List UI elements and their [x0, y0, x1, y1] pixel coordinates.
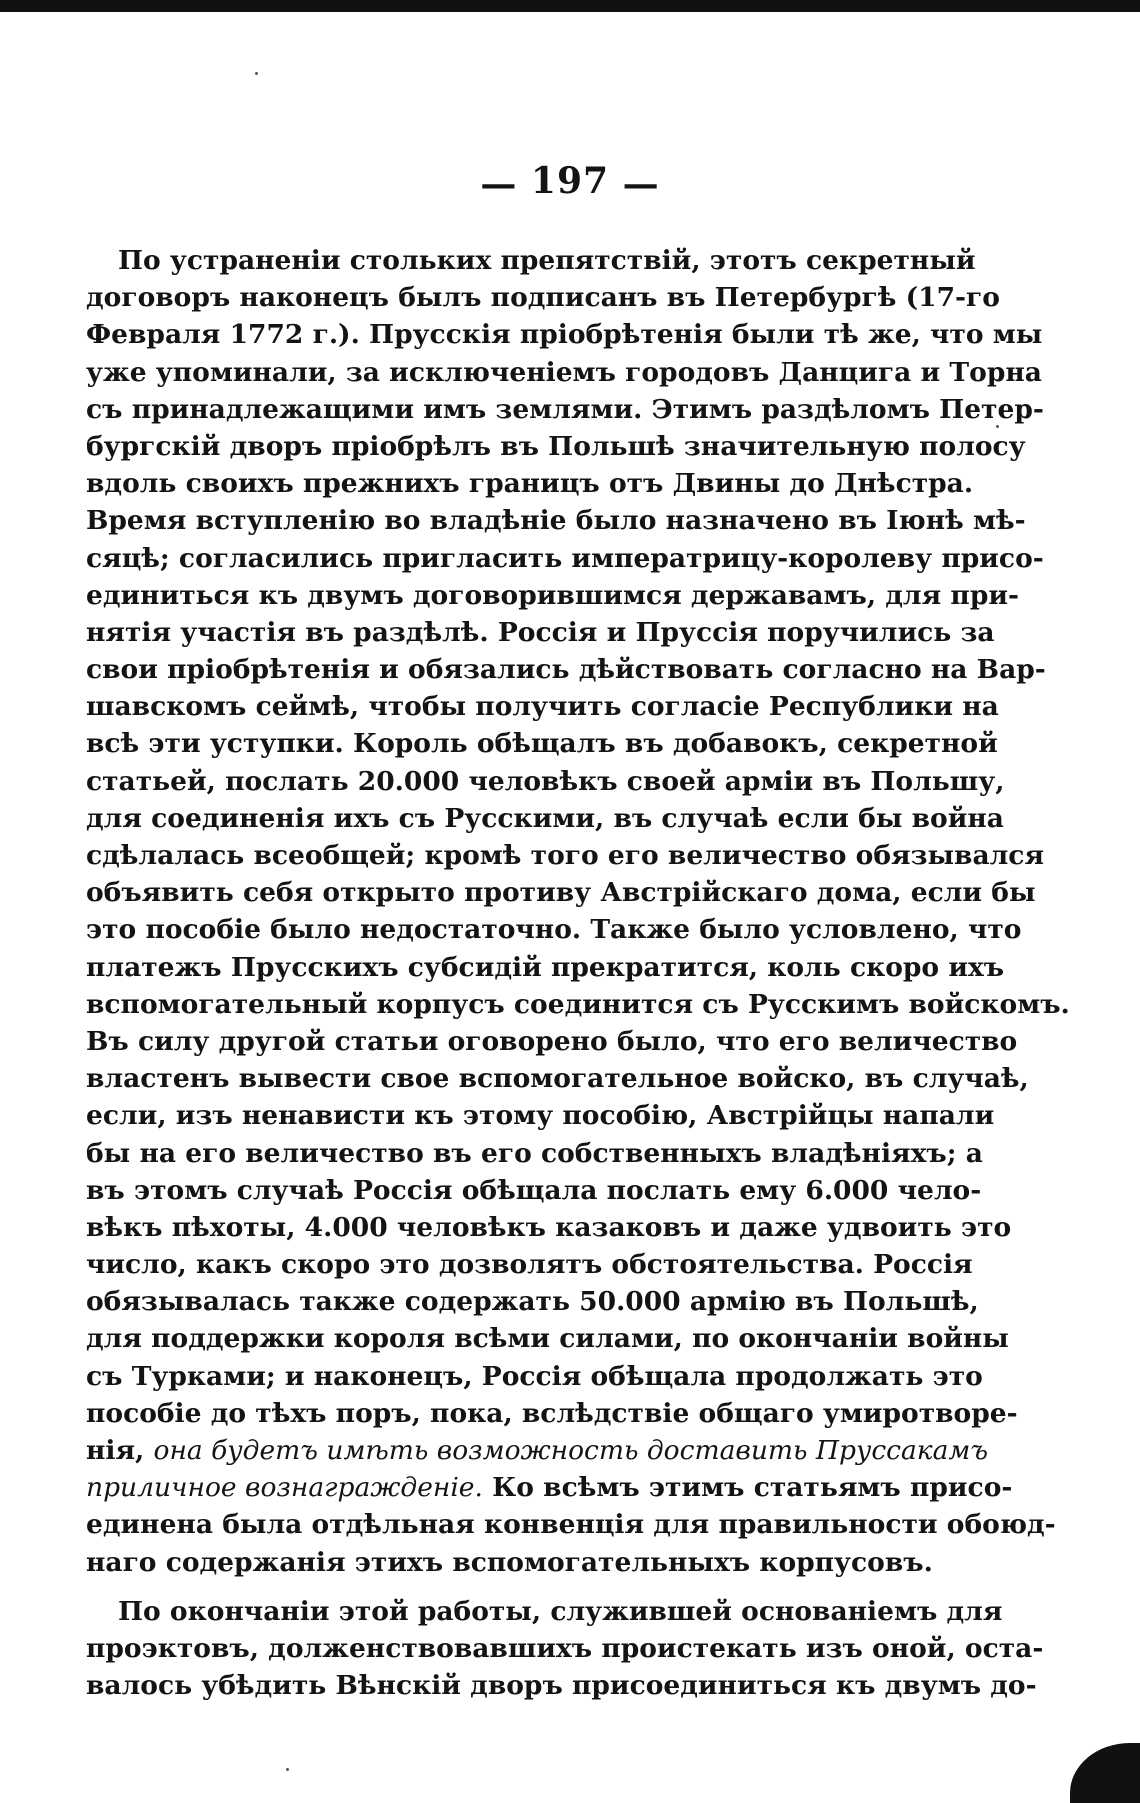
paper-speck — [286, 1768, 289, 1771]
text-line: По окончаніи этой работы, служившей основаніемъ для — [118, 1595, 1003, 1627]
line-rest-text: Ко всѣмъ этимъ статьямъ присо- — [482, 1472, 1013, 1504]
text-line: вспомогательный корпусъ соединится съ Русскимъ войскомъ. — [86, 988, 1070, 1020]
text-line-mixed — [86, 1469, 1013, 1506]
text-line: число, какъ скоро это дозволятъ обстоятельства. Россія — [86, 1249, 973, 1281]
page-number-dash-left: — — [480, 163, 518, 205]
page-number — [0, 160, 1140, 205]
text-line: бургскій дворъ пріобрѣлъ въ Польшѣ значительную полосу — [86, 430, 1026, 462]
body-text — [86, 242, 1070, 1704]
paragraph-gap — [86, 1581, 966, 1593]
text-line: это пособіе было недостаточно. Также было условлено, что — [86, 914, 1022, 946]
text-line: единена была отдѣльная конвенція для правильности обоюд- — [86, 1509, 1056, 1541]
text-line: платежъ Прусскихъ субсидій прекратится, коль скоро ихъ — [86, 951, 1005, 983]
page-number-dash-right: — — [622, 163, 660, 205]
text-line: съ Турками; и наконецъ, Россія обѣщала продолжать это — [86, 1360, 983, 1392]
text-line: наго содержанія этихъ вспомогательныхъ корпусовъ. — [86, 1546, 933, 1578]
text-line: уже упоминали, за исключеніемъ городовъ Данцига и Торна — [86, 356, 1042, 388]
top-border-rule — [0, 0, 1140, 12]
text-line-mixed — [86, 1432, 989, 1469]
text-line: шавскомъ сеймѣ, чтобы получить согласіе Республики на — [86, 691, 999, 723]
text-line: По устраненіи стольких препятствій, этотъ секретный — [118, 245, 976, 276]
text-line: пособіе до тѣхъ поръ, пока, вслѣдствіе общаго умиротворе- — [86, 1397, 1018, 1429]
text-line: если, изъ ненависти къ этому пособію, Австрійцы напали — [86, 1100, 995, 1132]
paper-speck — [255, 72, 258, 75]
text-line: договоръ наконецъ былъ подписанъ въ Петербургѣ (17-го — [86, 282, 1000, 314]
text-line: Время вступленію во владѣніе было назначено въ Іюнѣ мѣ- — [86, 505, 1026, 537]
text-line: статьей, послать 20.000 человѣкъ своей арміи въ Польшу, — [86, 765, 1005, 797]
text-line: бы на его величество въ его собственныхъ владѣніяхъ; а — [86, 1137, 983, 1169]
text-line: валось убѣдить Вѣнскій дворъ присоединиться къ двумъ до- — [86, 1670, 1037, 1702]
text-line: для поддержки короля всѣми силами, по окончаніи войны — [86, 1323, 1009, 1355]
page-number-value: 197 — [530, 160, 610, 202]
text-line: въ этомъ случаѣ Россія обѣщала послать ему 6.000 чело- — [86, 1174, 982, 1206]
line-start-text: нія, — [86, 1435, 154, 1466]
text-line: сяцѣ; согласились пригласить императрицу-королеву присо- — [86, 542, 1044, 574]
text-line: обязывалась также содержать 50.000 армію въ Польшѣ, — [86, 1286, 979, 1318]
text-line: вдоль своихъ прежнихъ границъ отъ Двины до Днѣстра. — [86, 468, 974, 500]
text-line: всѣ эти уступки. Король обѣщалъ въ добавокъ, секретной — [86, 728, 998, 760]
text-line: Февраля 1772 г.). Прусскія пріобрѣтенія были тѣ же, что мы — [86, 319, 1043, 351]
text-line: единиться къ двумъ договорившимся державамъ, для при- — [86, 579, 1019, 611]
text-line: сдѣлалась всеобщей; кромѣ того его величество обязывался — [86, 840, 1045, 871]
italic-text: приличное вознагражденіе. — [86, 1472, 483, 1504]
text-line: властенъ вывести свое вспомогательное войско, въ случаѣ, — [86, 1063, 1029, 1095]
text-line: объявить себя открыто противу Австрійскаго дома, если бы — [86, 877, 1036, 909]
paper-speck — [996, 425, 999, 428]
paragraph-1 — [86, 242, 1070, 1581]
text-line: вѣкъ пѣхоты, 4.000 человѣкъ казаковъ и даже удвоить это — [86, 1211, 1012, 1243]
text-line: свои пріобрѣтенія и обязались дѣйствовать согласно на Вар- — [86, 654, 1046, 686]
text-line: Въ силу другой статьи оговорено было, что его величество — [86, 1025, 1018, 1057]
italic-text: она будетъ имѣть возможность доставить Пруссакамъ — [153, 1435, 989, 1466]
text-line: проэктовъ, долженствовавшихъ проистекать изъ оной, оста- — [86, 1632, 1044, 1664]
text-line: нятія участія въ раздѣлѣ. Россія и Пруссія поручились за — [86, 616, 995, 648]
scan-corner-mark — [1070, 1743, 1140, 1803]
text-line: съ принадлежащими имъ землями. Этимъ раздѣломъ Петер- — [86, 393, 1044, 425]
paragraph-2 — [86, 1593, 1044, 1705]
text-line: для соединенія ихъ съ Русскими, въ случаѣ если бы война — [86, 802, 1004, 834]
